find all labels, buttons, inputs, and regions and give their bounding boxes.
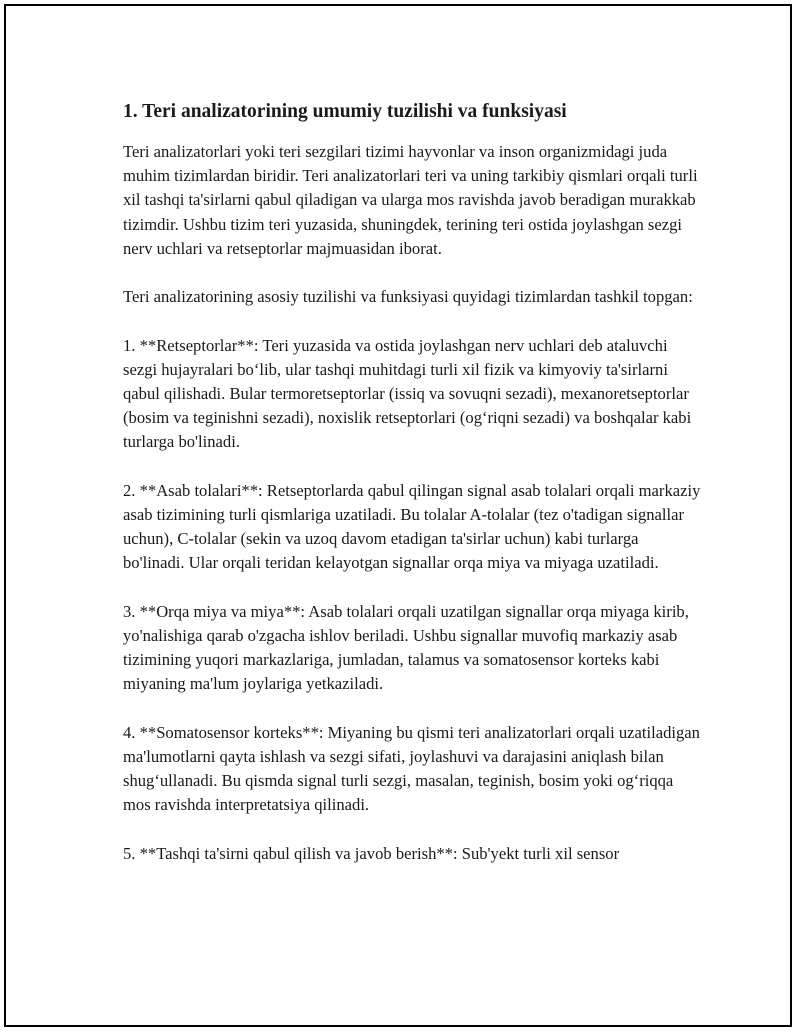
page-frame	[4, 4, 792, 1027]
paragraph-intro: Teri analizatorlari yoki teri sezgilari tizimi hayvonlar va inson organizmidagi juda muhim tizimlardan biridir. Teri analizatorlari teri va uning tarkibiy qismlari orqali turli xil tashqi ta'sirlarni qabul qiladigan va ularga mos ravishda javob beradigan murakkab tizimdir. Ushbu tizim teri yuzasida, shuningdek, terining teri ostida joylashgan sezgi nerv uchlari va retseptorlar majmuasidan iborat.	[123, 142, 698, 258]
document-body	[123, 98, 703, 890]
paragraph-receptors: 1. **Retseptorlar**: Teri yuzasida va ostida joylashgan nerv uchlari deb ataluvchi sezgi hujayralari bo‘lib, ular tashqi muhitdagi turli xil fizik va kimyoviy ta'sirlarni qabul qilishadi. Bular termoretseptorlar (issiq va sovuqni sezadi), mexanoretseptorlar (bosim va teginishni sezadi), noxislik retseptorlari (og‘riqni sezadi) va boshqalar kabi turlarga bo'linadi.	[123, 335, 692, 452]
paragraph-nerve-fibers: 2. **Asab tolalari**: Retseptorlarda qabul qilingan signal asab tolalari orqali markaziy asab tizimining turli qismlariga uzatiladi. Bu tolalar A-tolalar (tez o'tadigan signallar uchun), C-tolalar (sekin va uzoq davom etadigan ta'sirlar uchun) kabi turlarga bo'linadi. Ular orqali teridan kelayotgan signallar orqa miya va miyaga uzatiladi.	[123, 480, 701, 573]
paragraph-external-response: 5. **Tashqi ta'sirni qabul qilish va javob berish**: Sub'yekt turli xil sensor	[123, 843, 620, 863]
document-title: 1. Teri analizatorining umumiy tuzilishi va funksiyasi	[123, 101, 567, 122]
paragraph-overview: Teri analizatorining asosiy tuzilishi va funksiyasi quyidagi tizimlardan tashkil topgan:	[123, 287, 693, 307]
paragraph-spinal-cord-brain: 3. **Orqa miya va miya**: Asab tolalari orqali uzatilgan signallar orqa miyaga kirib, yo'nalishiga qarab o'zgacha ishlov beriladi. Ushbu signallar muvofiq markaziy asab tizimining yuqori markazlariga, jumladan, talamus va somatosensor korteks kabi miyaning ma'lum joylariga yetkaziladi.	[123, 601, 689, 694]
paragraph-somatosensory-cortex: 4. **Somatosensor korteks**: Miyaning bu qismi teri analizatorlari orqali uzatiladigan ma'lumotlarni qayta ishlash va sezgi sifati, joylashuvi va darajasini aniqlash bilan shug‘ullanadi. Bu qismda signal turli sezgi, masalan, teginish, bosim yoki og‘riqqa mos ravishda interpretatsiya qilinadi.	[123, 722, 700, 815]
